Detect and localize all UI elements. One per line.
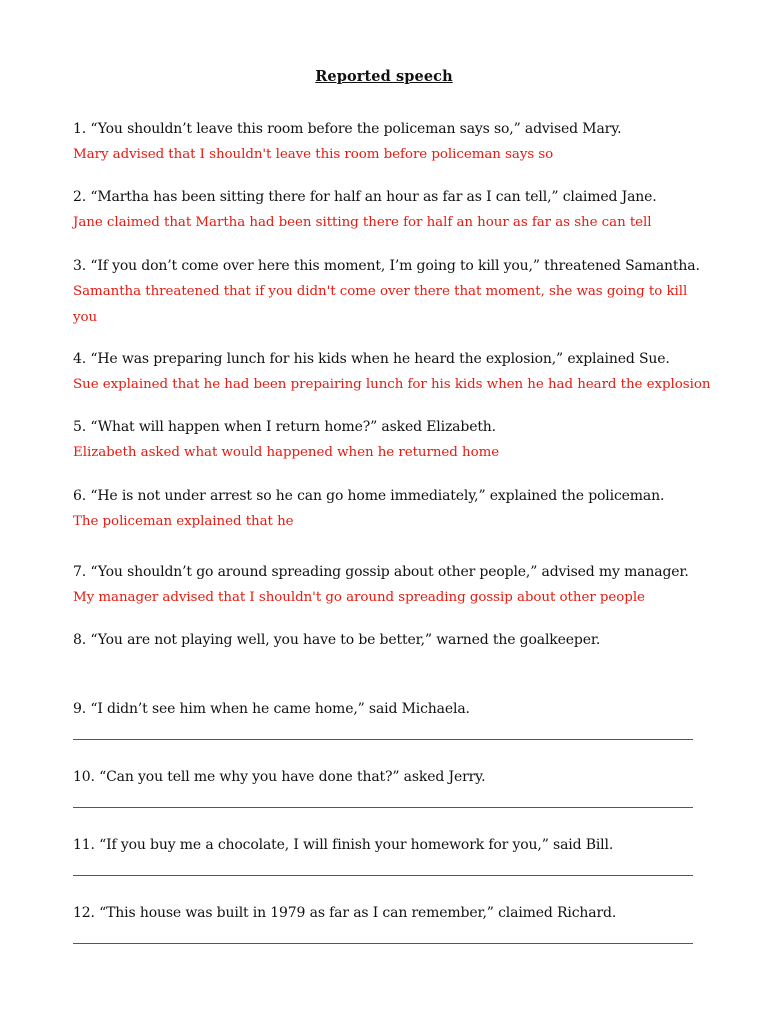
answer-blank-line-12: [73, 943, 693, 944]
answer-blank-line-10: [73, 807, 693, 808]
answer-blank-line-11: [73, 875, 693, 876]
answer-7: My manager advised that I shouldn't go around spreading gossip about other people: [73, 590, 645, 605]
answer-5: Elizabeth asked what would happened when he returned home: [73, 445, 500, 460]
answer-3-line-2: you: [73, 310, 98, 325]
question-3: 3. “If you don’t come over here this moment, I’m going to kill you,” threatened Samantha.: [73, 258, 700, 274]
question-7: 7. “You shouldn’t go around spreading gossip about other people,” advised my manager.: [73, 564, 689, 580]
question-10: 10. “Can you tell me why you have done that?” asked Jerry.: [73, 769, 486, 785]
answer-3-line-1: Samantha threatened that if you didn't come over there that moment, she was going to kill: [73, 284, 688, 299]
question-4: 4. “He was preparing lunch for his kids when he heard the explosion,” explained Sue.: [73, 351, 670, 367]
answer-4: Sue explained that he had been prepairing lunch for his kids when he had heard the explosion: [73, 377, 711, 392]
question-9: 9. “I didn’t see him when he came home,” said Michaela.: [73, 701, 470, 717]
answer-1: Mary advised that I shouldn't leave this room before policeman says so: [73, 147, 554, 162]
question-6: 6. “He is not under arrest so he can go home immediately,” explained the policeman.: [73, 488, 665, 504]
answer-2: Jane claimed that Martha had been sitting there for half an hour as far as she can tell: [73, 215, 652, 230]
question-11: 11. “If you buy me a chocolate, I will finish your homework for you,” said Bill.: [73, 837, 614, 853]
answer-6: The policeman explained that he: [73, 514, 294, 529]
question-5: 5. “What will happen when I return home?” asked Elizabeth.: [73, 419, 496, 435]
page-title: Reported speech: [315, 68, 453, 85]
question-2: 2. “Martha has been sitting there for half an hour as far as I can tell,” claimed Jane.: [73, 189, 657, 205]
question-12: 12. “This house was built in 1979 as far as I can remember,” claimed Richard.: [73, 905, 617, 921]
answer-blank-line-9: [73, 739, 693, 740]
question-8: 8. “You are not playing well, you have to be better,” warned the goalkeeper.: [73, 632, 601, 648]
question-1: 1. “You shouldn’t leave this room before the policeman says so,” advised Mary.: [73, 121, 622, 137]
